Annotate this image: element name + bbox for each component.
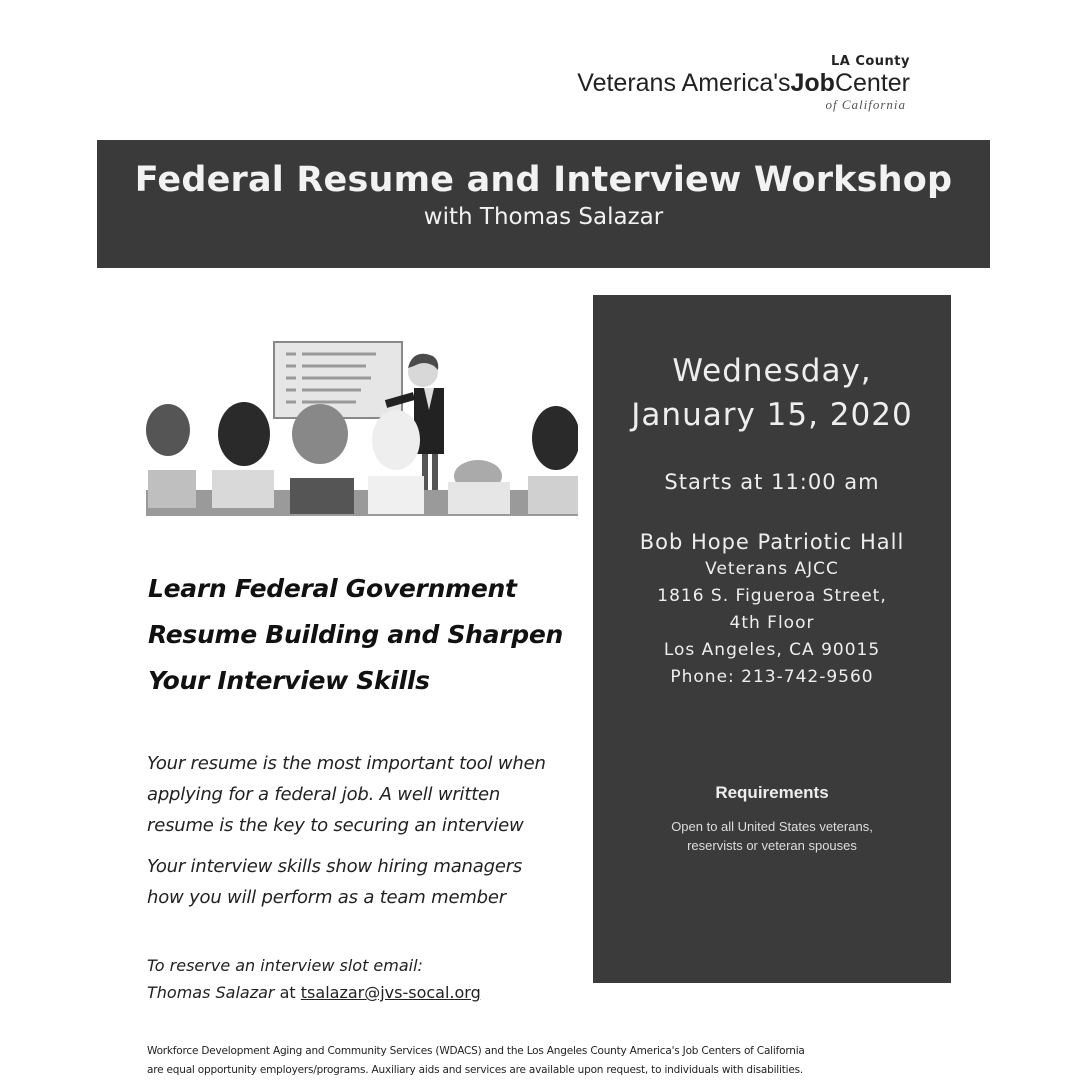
event-time: Starts at 11:00 am <box>664 470 880 494</box>
event-address <box>593 556 951 691</box>
classroom-presentation-illustration <box>146 340 578 522</box>
paragraph-line: applying for a federal job. A well written <box>147 784 501 805</box>
logo-main-suffix: Center <box>834 69 910 97</box>
reserve-contact <box>147 979 587 1006</box>
logo-main-prefix: Veterans America's <box>577 69 791 97</box>
title-banner <box>97 140 990 268</box>
requirements-line: Open to all United States veterans, <box>671 819 873 834</box>
requirements-line: reservists or veteran spouses <box>687 838 857 853</box>
headline <box>148 566 588 704</box>
headline-line: Your Interview Skills <box>148 666 430 695</box>
reserve-info <box>147 952 587 1006</box>
paragraph-line: resume is the key to securing an interview <box>147 815 524 836</box>
requirements-title: Requirements <box>715 783 829 802</box>
headline-line: Learn Federal Government <box>148 574 517 603</box>
headline-line: Resume Building and Sharpen <box>148 620 564 649</box>
workshop-title: Federal Resume and Interview Workshop <box>134 160 953 200</box>
contact-name: Thomas Salazar <box>147 983 275 1002</box>
address-phone: Phone: 213-742-9560 <box>670 667 874 687</box>
paragraph-line: how you will perform as a team member <box>147 887 506 908</box>
event-full-date: January 15, 2020 <box>631 397 913 433</box>
contact-email-link[interactable]: tsalazar@jvs-socal.org <box>300 983 481 1002</box>
paragraph-line: Your resume is the most important tool when <box>147 753 546 774</box>
logo-subtitle: of California <box>825 97 906 112</box>
workshop-subtitle: with Thomas Salazar <box>423 204 664 230</box>
address-line: Los Angeles, CA 90015 <box>663 640 881 660</box>
logo-main-bold: Job <box>790 69 835 97</box>
event-date <box>593 349 951 437</box>
ajcc-logo <box>470 54 910 113</box>
logo-main <box>470 69 910 97</box>
interview-paragraph <box>147 851 587 913</box>
address-line: 4th Floor <box>729 613 815 633</box>
footer-line: Workforce Development Aging and Community Services (WDACS) and the Los Angeles County America's Job Centers of California <box>147 1045 805 1057</box>
address-line: Veterans AJCC <box>705 559 839 579</box>
address-line: 1816 S. Figueroa Street, <box>657 586 887 606</box>
reserve-line: To reserve an interview slot email: <box>147 956 423 975</box>
paragraph-line: Your interview skills show hiring managers <box>147 856 523 877</box>
event-details-panel <box>593 295 951 983</box>
event-day: Wednesday, <box>672 353 872 389</box>
footer-disclaimer <box>147 1042 937 1080</box>
event-venue: Bob Hope Patriotic Hall <box>639 530 905 554</box>
footer-line: are equal opportunity employers/programs. Auxiliary aids and services are available upon request, to individuals with disabilities. <box>147 1064 804 1076</box>
resume-paragraph <box>147 748 587 841</box>
requirements-text <box>593 817 951 855</box>
contact-at: at <box>279 983 296 1002</box>
logo-county: LA County <box>830 54 910 69</box>
